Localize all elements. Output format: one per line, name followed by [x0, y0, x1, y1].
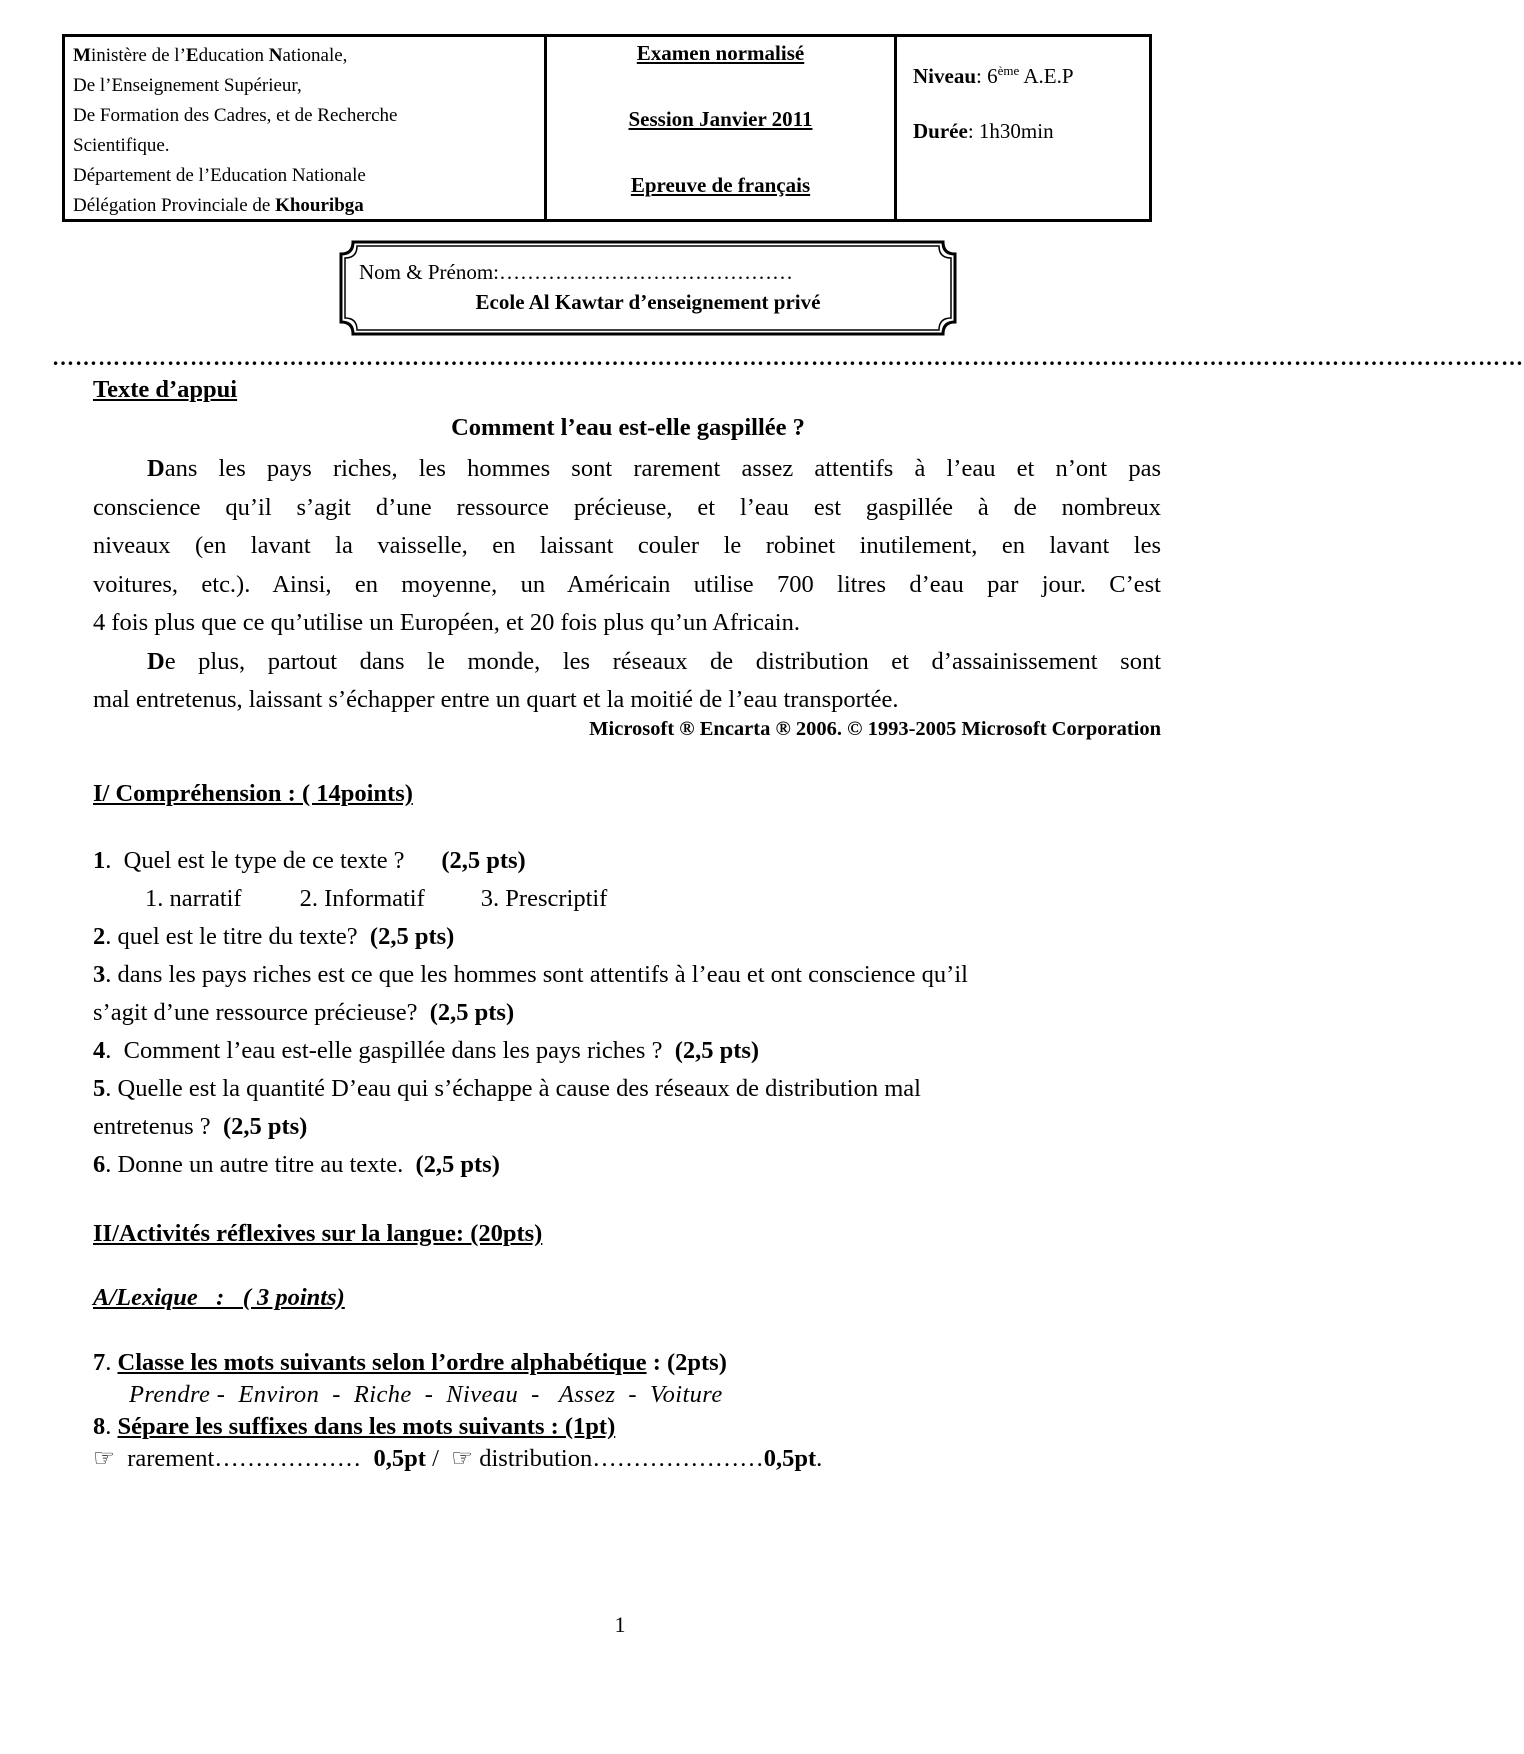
text-source: Microsoft ® Encarta ® 2006. © 1993-2005 Microsoft Corporation — [589, 718, 1161, 740]
question-7: 7. Classe les mots suivants selon l’ordre alphabétique : (2pts) — [93, 1349, 727, 1376]
text-title: Comment l’eau est-elle gaspillée ? — [451, 414, 805, 441]
question-8: 8. Sépare les suffixes dans les mots suivants : (1pt) — [93, 1413, 616, 1440]
pointing-hand-icon: ☞ — [451, 1445, 474, 1472]
exam-header-table — [62, 34, 1152, 222]
ministry-cell — [65, 37, 547, 219]
ministry-line-6: Délégation Provinciale de Khouribga — [73, 195, 364, 216]
ministry-line-2: De l’Enseignement Supérieur, — [73, 75, 302, 96]
question-4: 4. Comment l’eau est-elle gaspillée dans les pays riches ? (2,5 pts) — [93, 1037, 760, 1064]
pointing-hand-icon: ☞ — [93, 1445, 115, 1472]
paragraph-1 — [93, 450, 1161, 720]
ministry-line-3: De Formation des Cadres, et de Recherche — [73, 105, 398, 126]
lexique-heading: A/Lexique : ( 3 points) — [93, 1284, 345, 1311]
ministry-line-5: Département de l’Education Nationale — [73, 165, 366, 186]
name-box-frame — [339, 240, 957, 336]
dotted-separator: ………………………………………………………………………………………………………………………………………………………………………… — [52, 345, 1524, 370]
p1-line-3: niveaux (en lavant la vaisselle, en laissant couler le robinet inutilement, en lavant les — [93, 532, 1161, 559]
option-1: 1. narratif — [145, 885, 242, 912]
level-line: Niveau: 6ème A.E.P — [913, 63, 1074, 88]
name-field[interactable]: Nom & Prénom:…………………………………… — [359, 260, 793, 284]
ministry-line-4: Scientifique. — [73, 135, 170, 156]
page-number: 1 — [614, 1612, 626, 1637]
question-5: 5. Quelle est la quantité D’eau qui s’échappe à cause des réseaux de distribution mal — [93, 1075, 921, 1102]
student-name-box — [339, 240, 957, 336]
question-5-cont: entretenus ? (2,5 pts) — [93, 1113, 308, 1140]
question-6: 6. Donne un autre titre au texte. (2,5 pts) — [93, 1151, 500, 1178]
option-3: 3. Prescriptif — [480, 885, 608, 912]
question-1-options — [145, 880, 607, 918]
langue-heading: II/Activités réflexives sur la langue: (20pts) — [93, 1220, 543, 1247]
question-7-words: Prendre - Environ - Riche - Niveau - Assez - Voiture — [129, 1381, 723, 1408]
p1-line-1: Dans les pays riches, les hommes sont rarement assez attentifs à l’eau et n’ont pas — [147, 455, 1161, 482]
p1-line-4: voitures, etc.). Ainsi, en moyenne, un Américain utilise 700 litres d’eau par jour. C’est — [93, 570, 1161, 598]
p1-line-5: 4 fois plus que ce qu’utilise un Européen, et 20 fois plus qu’un Africain. — [93, 609, 800, 636]
exam-info-cell — [547, 37, 897, 219]
question-1: 1. Quel est le type de ce texte ? (2,5 pts) — [93, 847, 526, 874]
ministry-line-1: Ministère de l’Education Nationale, — [73, 45, 348, 66]
school-name: Ecole Al Kawtar d’enseignement privé — [475, 290, 821, 314]
question-8-line: ☞ rarement……………… 0,5pt / ☞ distribution…………………0,5pt. — [93, 1445, 823, 1472]
p1-line-2: conscience qu’il s’agit d’une ressource précieuse, et l’eau est gaspillée à de nombreux — [93, 493, 1161, 521]
p2-line-2: mal entretenus, laissant s’échapper entre un quart et la moitié de l’eau transportée. — [93, 686, 899, 713]
level-cell — [897, 37, 1149, 219]
exam-title: Examen normalisé — [636, 41, 805, 65]
exam-subject: Epreuve de français — [630, 173, 811, 197]
option-2: 2. Informatif — [299, 885, 425, 912]
comprehension-heading: I/ Compréhension : ( 14points) — [93, 780, 413, 807]
question-3: 3. dans les pays riches est ce que les hommes sont attentifs à l’eau et ont conscience qu’il — [93, 961, 968, 988]
question-3-cont: s’agit d’une ressource précieuse? (2,5 pts) — [93, 999, 515, 1026]
exam-session: Session Janvier 2011 — [628, 107, 813, 131]
question-2: 2. quel est le titre du texte? (2,5 pts) — [93, 923, 455, 950]
duration-line: Durée: 1h30min — [913, 119, 1054, 143]
p2-line-1: De plus, partout dans le monde, les réseaux de distribution et d’assainissement sont — [147, 647, 1161, 675]
texte-appui-heading: Texte d’appui — [93, 376, 238, 403]
